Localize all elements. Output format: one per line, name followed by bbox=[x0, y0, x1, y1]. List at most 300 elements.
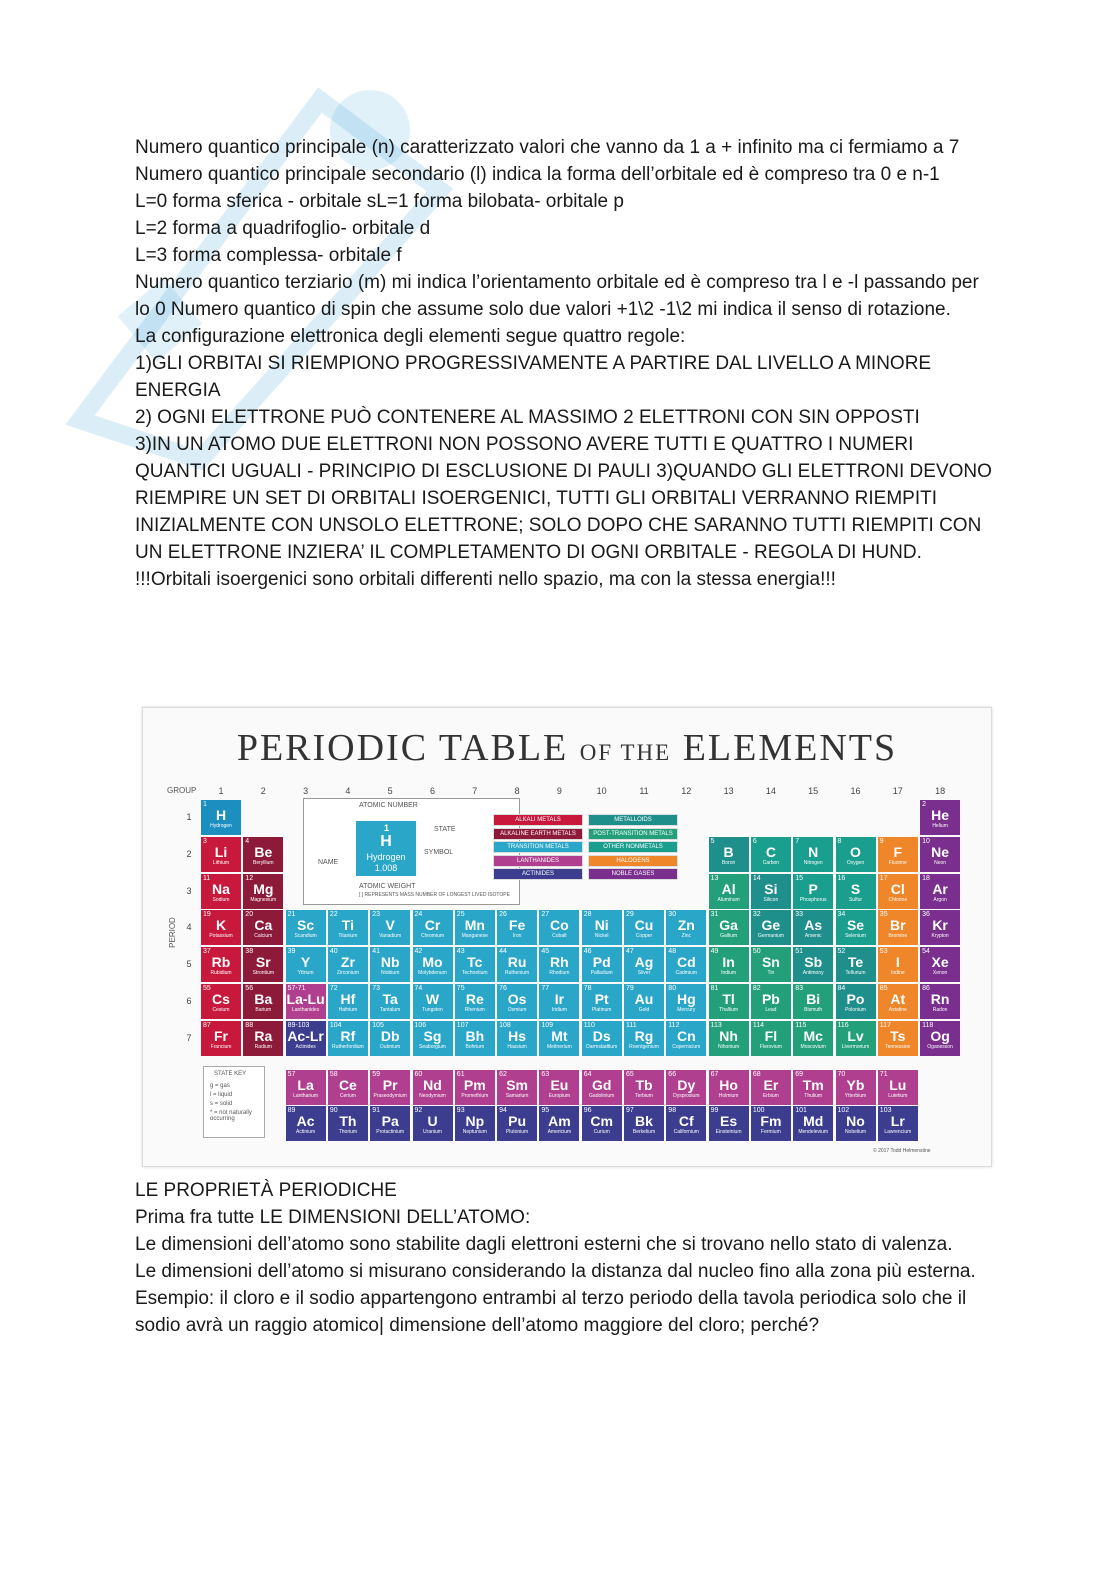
element-number: 52 bbox=[837, 948, 846, 956]
category-swatch: LANTHANIDES bbox=[493, 855, 583, 867]
element-name: Einsteinium bbox=[715, 1129, 742, 1136]
element-symbol: Co bbox=[550, 917, 569, 934]
element-name: Boron bbox=[721, 859, 736, 866]
element-number: 39 bbox=[287, 948, 296, 956]
periodic-table-image bbox=[142, 707, 992, 1167]
element-symbol: Dy bbox=[677, 1076, 696, 1093]
element-name: Nickel bbox=[594, 933, 609, 940]
title-part: PERIODIC TABLE bbox=[236, 727, 569, 769]
element-name: Arsenic bbox=[804, 933, 822, 940]
element-number: 57-71 bbox=[287, 985, 306, 992]
element-cell bbox=[582, 984, 622, 1019]
element-number: 6 bbox=[752, 837, 757, 845]
element-number: 95 bbox=[541, 1107, 550, 1115]
element-number: 35 bbox=[879, 911, 888, 919]
category-swatch: HALOGENS bbox=[588, 855, 678, 867]
element-number: 55 bbox=[203, 985, 211, 992]
element-number: 57 bbox=[287, 1070, 296, 1078]
element-number: 14 bbox=[752, 874, 761, 882]
element-cell bbox=[920, 910, 960, 945]
state-key-title: STATE KEY bbox=[214, 1071, 247, 1077]
element-name: Aluminum bbox=[717, 896, 740, 903]
element-name: Oganesson bbox=[927, 1043, 953, 1050]
element-symbol: Md bbox=[803, 1113, 824, 1130]
element-name: Uranium bbox=[423, 1129, 442, 1136]
element-name: Meitnerium bbox=[547, 1043, 572, 1050]
element-name: Chromium bbox=[420, 933, 445, 940]
element-name: Copernicium bbox=[672, 1043, 701, 1050]
element-cell bbox=[709, 874, 749, 909]
element-number: 98 bbox=[668, 1107, 677, 1115]
element-cell bbox=[920, 984, 960, 1019]
element-name: Technetium bbox=[462, 970, 488, 977]
element-symbol: Tm bbox=[802, 1076, 824, 1093]
element-number: 29 bbox=[626, 911, 634, 919]
element-symbol: Fe bbox=[508, 917, 526, 934]
element-name: Molybdenum bbox=[418, 970, 447, 977]
element-number: 13 bbox=[710, 874, 719, 882]
element-cell bbox=[539, 1070, 579, 1105]
element-cell bbox=[793, 910, 833, 945]
element-cell bbox=[878, 874, 918, 909]
element-number: 8 bbox=[837, 837, 842, 845]
element-cell bbox=[836, 837, 876, 872]
paragraph: L=2 forma a quadrifoglio- orbitale d bbox=[135, 218, 431, 239]
element-number: 16 bbox=[837, 874, 846, 882]
element-symbol: Sr bbox=[255, 954, 271, 971]
element-cell bbox=[413, 947, 453, 982]
element-number: 109 bbox=[541, 1021, 554, 1029]
group-number: 14 bbox=[765, 786, 776, 796]
period-number: 4 bbox=[186, 922, 192, 933]
periodic-table-title bbox=[143, 726, 991, 770]
element-name: Livermorium bbox=[841, 1043, 870, 1050]
element-symbol: N bbox=[808, 843, 819, 860]
element-number: 5 bbox=[710, 837, 715, 845]
top-text-block bbox=[135, 134, 995, 593]
element-cell bbox=[836, 1106, 876, 1141]
element-number: 107 bbox=[456, 1021, 469, 1029]
element-number: 74 bbox=[414, 985, 423, 992]
copyright: © 2017 Todd Helmenstine bbox=[873, 1148, 931, 1154]
element-name: Rutherfordium bbox=[332, 1043, 364, 1050]
element-name: Indium bbox=[721, 970, 737, 977]
element-symbol: Mo bbox=[422, 954, 443, 971]
element-name: Gallium bbox=[720, 933, 738, 940]
element-cell bbox=[497, 1106, 537, 1141]
element-cell bbox=[455, 910, 495, 945]
element-name: Actinium bbox=[296, 1129, 316, 1136]
element-name: Helium bbox=[932, 823, 948, 829]
element-symbol: O bbox=[850, 843, 861, 860]
element-number: 76 bbox=[499, 985, 507, 992]
paragraph: Numero quantico principale (n) caratterizzato valori che vanno da 1 a + infinito ma ci fermiamo a 7 Numero quantico principale secondario (l) indica la forma dell’orbitale ed è compreso tra 0 e n-1 bbox=[135, 137, 960, 185]
element-number: 110 bbox=[583, 1021, 595, 1029]
element-symbol: Cr bbox=[424, 917, 441, 934]
group-number: 6 bbox=[429, 786, 435, 796]
element-name: Tin bbox=[767, 970, 775, 977]
element-name: Mendelevium bbox=[798, 1129, 829, 1136]
element-name: Thulium bbox=[804, 1092, 823, 1099]
element-cell bbox=[836, 984, 876, 1019]
period-number: 1 bbox=[186, 812, 192, 822]
element-name: Bromine bbox=[888, 933, 908, 940]
element-name: Actinides bbox=[295, 1043, 316, 1050]
group-number: 8 bbox=[514, 786, 520, 796]
element-cell bbox=[286, 910, 326, 945]
period-number: 3 bbox=[186, 885, 192, 896]
element-number: 64 bbox=[583, 1070, 592, 1078]
element-name: Tellurium bbox=[845, 970, 866, 977]
element-cell bbox=[793, 1021, 833, 1056]
element-number: 111 bbox=[626, 1021, 637, 1029]
element-number: 4 bbox=[245, 837, 250, 845]
paragraph: L=3 forma complessa- orbitale f bbox=[135, 245, 402, 266]
element-name: Manganese bbox=[461, 933, 488, 940]
element-symbol: Be bbox=[254, 843, 273, 860]
element-number: 11 bbox=[203, 874, 211, 882]
element-name: Nitrogen bbox=[803, 859, 823, 866]
group-label: GROUP bbox=[167, 786, 197, 795]
element-name: Germanium bbox=[757, 933, 784, 940]
element-number: 118 bbox=[922, 1021, 934, 1029]
element-number: 83 bbox=[795, 985, 803, 992]
category-swatch: ALKALINE EARTH METALS bbox=[493, 828, 583, 840]
element-cell bbox=[836, 947, 876, 982]
element-name: Platinum bbox=[591, 1007, 612, 1013]
element-symbol: Se bbox=[846, 917, 865, 934]
element-symbol: Hg bbox=[676, 991, 696, 1007]
element-symbol: At bbox=[890, 991, 906, 1007]
element-number: 116 bbox=[837, 1021, 849, 1029]
element-cell bbox=[328, 1070, 368, 1105]
element-number: 102 bbox=[837, 1107, 850, 1115]
key-label: ATOMIC NUMBER bbox=[359, 802, 418, 809]
element-cell bbox=[243, 1021, 283, 1056]
element-symbol: Zn bbox=[677, 917, 695, 934]
element-number: 18 bbox=[922, 874, 930, 882]
element-symbol: Fr bbox=[214, 1027, 228, 1044]
element-cell bbox=[624, 1106, 664, 1141]
category-swatch: TRANSITION METALS bbox=[493, 841, 583, 853]
element-name: Americium bbox=[547, 1129, 572, 1136]
element-name: Hafnium bbox=[338, 1007, 358, 1013]
element-number: 17 bbox=[879, 874, 888, 882]
element-number: 86 bbox=[922, 985, 930, 992]
key-sample-name: Hydrogen bbox=[366, 852, 406, 862]
element-cell bbox=[370, 910, 410, 945]
element-symbol: Nb bbox=[380, 954, 400, 971]
element-number: 10 bbox=[922, 837, 930, 845]
element-symbol: C bbox=[765, 843, 776, 860]
element-number: 104 bbox=[329, 1021, 342, 1029]
element-cell bbox=[539, 1106, 579, 1141]
element-symbol: Ar bbox=[932, 880, 948, 897]
element-cell bbox=[497, 910, 537, 945]
element-symbol: Rh bbox=[550, 954, 569, 971]
element-number: 68 bbox=[752, 1070, 761, 1078]
element-symbol: W bbox=[425, 991, 440, 1007]
element-symbol: He bbox=[931, 807, 950, 823]
element-symbol: Er bbox=[763, 1076, 779, 1093]
element-number: 82 bbox=[752, 985, 761, 992]
element-symbol: K bbox=[215, 917, 227, 934]
element-cell bbox=[709, 984, 749, 1019]
element-cell bbox=[709, 1021, 749, 1056]
element-cell bbox=[751, 1070, 791, 1105]
element-name: Silicon bbox=[763, 896, 779, 903]
category-swatch: METALLOIDS bbox=[588, 814, 678, 826]
element-symbol: Cu bbox=[634, 917, 654, 934]
element-name: Lutetium bbox=[888, 1092, 908, 1099]
element-cell bbox=[328, 1106, 368, 1141]
element-name: Promethium bbox=[461, 1092, 489, 1099]
element-symbol: Cn bbox=[676, 1027, 696, 1044]
element-name: Argon bbox=[933, 896, 947, 903]
paragraph: L=0 forma sferica - orbitale sL=1 forma bilobata- orbitale p bbox=[135, 191, 624, 212]
element-cell bbox=[878, 947, 918, 982]
category-swatch: ALKALI METALS bbox=[493, 814, 583, 826]
element-symbol: Eu bbox=[550, 1076, 569, 1093]
element-symbol: Sm bbox=[506, 1076, 528, 1093]
element-cell bbox=[751, 984, 791, 1019]
element-cell bbox=[751, 1021, 791, 1056]
group-number: 5 bbox=[387, 786, 393, 796]
element-symbol: Hs bbox=[508, 1027, 527, 1044]
element-name: Tungsten bbox=[422, 1007, 443, 1013]
element-name: Scandium bbox=[294, 933, 317, 940]
group-number: 3 bbox=[303, 786, 309, 796]
element-name: Zirconium bbox=[336, 970, 359, 977]
element-cell bbox=[370, 984, 410, 1019]
element-symbol: Gd bbox=[591, 1076, 612, 1093]
element-name: Zinc bbox=[681, 933, 692, 940]
element-cell bbox=[836, 1021, 876, 1056]
element-number: 22 bbox=[329, 911, 338, 919]
element-number: 89-103 bbox=[287, 1021, 310, 1029]
element-cell bbox=[455, 1021, 495, 1056]
paragraph: 2) OGNI ELETTRONE PUÒ CONTENERE AL MASSIMO 2 ELETTRONI CON SIN OPPOSTI bbox=[135, 407, 920, 428]
element-cell bbox=[286, 1106, 326, 1141]
element-symbol: Hf bbox=[340, 991, 356, 1007]
element-symbol: Ti bbox=[341, 917, 354, 934]
element-name: Radon bbox=[932, 1007, 948, 1013]
atomic-key bbox=[303, 798, 520, 905]
element-cell bbox=[370, 1070, 410, 1105]
element-name: Palladium bbox=[590, 970, 613, 977]
element-symbol: Li bbox=[214, 843, 228, 860]
element-cell bbox=[793, 947, 833, 982]
element-name: Lead bbox=[765, 1007, 777, 1013]
element-symbol: Pu bbox=[508, 1113, 527, 1130]
element-cell bbox=[751, 910, 791, 945]
period-label: PERIOD bbox=[167, 917, 177, 948]
element-number: 101 bbox=[795, 1107, 807, 1115]
element-cell bbox=[666, 910, 706, 945]
element-name: Plutonium bbox=[505, 1129, 529, 1136]
element-symbol: Tb bbox=[635, 1076, 653, 1093]
element-cell bbox=[709, 1106, 749, 1141]
element-name: Gold bbox=[638, 1007, 650, 1013]
element-name: Calcium bbox=[254, 933, 273, 940]
element-name: Ytterbium bbox=[844, 1092, 867, 1099]
element-symbol: Es bbox=[720, 1113, 738, 1130]
element-cell bbox=[666, 1106, 706, 1141]
group-number: 2 bbox=[260, 786, 266, 796]
element-name: Erbium bbox=[762, 1092, 779, 1099]
element-symbol: Bk bbox=[635, 1113, 653, 1130]
element-symbol: Ac bbox=[296, 1113, 315, 1130]
element-cell bbox=[201, 947, 241, 982]
key-label: STATE bbox=[434, 826, 456, 833]
element-symbol: Lu bbox=[889, 1076, 907, 1093]
element-number: 32 bbox=[752, 911, 761, 919]
element-name: Iodine bbox=[890, 970, 905, 977]
element-symbol: Ru bbox=[507, 954, 527, 971]
element-symbol: Te bbox=[847, 954, 864, 971]
element-name: Krypton bbox=[931, 933, 949, 940]
element-symbol: Xe bbox=[931, 954, 949, 971]
element-symbol: Br bbox=[890, 917, 906, 934]
element-number: 87 bbox=[203, 1021, 211, 1029]
element-name: Protactinium bbox=[376, 1129, 405, 1136]
element-name: Cadmium bbox=[675, 970, 697, 977]
element-number: 41 bbox=[372, 948, 380, 956]
key-label: ATOMIC WEIGHT bbox=[359, 883, 416, 890]
element-cell bbox=[455, 984, 495, 1019]
element-number: 89 bbox=[287, 1107, 296, 1115]
element-cell bbox=[666, 1021, 706, 1056]
element-cell bbox=[582, 910, 622, 945]
element-number: 2 bbox=[922, 801, 926, 808]
element-number: 67 bbox=[710, 1070, 719, 1078]
element-cell bbox=[920, 947, 960, 982]
element-symbol: Mn bbox=[464, 917, 485, 934]
element-number: 65 bbox=[626, 1070, 634, 1078]
element-name: Terbium bbox=[635, 1092, 653, 1099]
element-cell bbox=[751, 1106, 791, 1141]
element-symbol: Au bbox=[634, 991, 654, 1007]
element-name: Yttrium bbox=[297, 970, 314, 977]
element-symbol: Yb bbox=[846, 1076, 865, 1093]
element-number: 12 bbox=[245, 874, 254, 882]
bottom-text-block bbox=[135, 1177, 995, 1339]
group-number: 18 bbox=[935, 786, 946, 796]
element-number: 49 bbox=[710, 948, 719, 956]
element-cell bbox=[201, 874, 241, 909]
element-number: 53 bbox=[879, 948, 888, 956]
element-symbol: S bbox=[850, 880, 861, 897]
element-cell bbox=[201, 1021, 241, 1056]
element-name: Fermium bbox=[761, 1129, 781, 1136]
element-name: Nihonium bbox=[718, 1043, 740, 1050]
element-number: 80 bbox=[668, 985, 677, 992]
element-number: 36 bbox=[922, 911, 930, 919]
element-symbol: Bh bbox=[465, 1027, 485, 1044]
element-symbol: Lr bbox=[890, 1113, 905, 1130]
element-number: 40 bbox=[329, 948, 338, 956]
element-number: 84 bbox=[837, 985, 846, 992]
element-cell bbox=[328, 910, 368, 945]
element-symbol: La-Lu bbox=[286, 991, 325, 1007]
element-cell bbox=[793, 984, 833, 1019]
element-number: 60 bbox=[414, 1070, 423, 1078]
element-cell bbox=[243, 984, 283, 1019]
element-symbol: Ga bbox=[719, 917, 738, 934]
element-cell bbox=[836, 910, 876, 945]
element-cell bbox=[709, 837, 749, 872]
element-name: Hydrogen bbox=[210, 823, 232, 829]
element-number: 58 bbox=[329, 1070, 338, 1078]
element-number: 20 bbox=[245, 911, 254, 919]
element-number: 26 bbox=[499, 911, 507, 919]
element-number: 19 bbox=[203, 911, 211, 919]
category-swatch: NOBLE GASES bbox=[588, 868, 678, 880]
element-name: Antimony bbox=[802, 970, 824, 977]
element-number: 62 bbox=[499, 1070, 507, 1078]
element-cell bbox=[878, 910, 918, 945]
paragraph: Prima fra tutte LE DIMENSIONI DELL’ATOMO: bbox=[135, 1207, 531, 1228]
element-number: 93 bbox=[456, 1107, 465, 1115]
element-number: 117 bbox=[879, 1021, 891, 1029]
element-cell bbox=[243, 874, 283, 909]
element-name: Ruthenium bbox=[505, 970, 530, 977]
element-cell bbox=[413, 1021, 453, 1056]
element-number: 100 bbox=[752, 1107, 765, 1115]
element-symbol: Ds bbox=[592, 1027, 611, 1044]
element-number: 99 bbox=[710, 1107, 719, 1115]
element-cell bbox=[751, 837, 791, 872]
element-symbol: Cf bbox=[678, 1113, 694, 1130]
element-symbol: Mt bbox=[551, 1027, 568, 1044]
element-number: 34 bbox=[837, 911, 846, 919]
element-number: 48 bbox=[668, 948, 677, 956]
element-cell bbox=[582, 1070, 622, 1105]
element-name: Beryllium bbox=[253, 859, 274, 866]
element-symbol: Pd bbox=[592, 954, 611, 971]
group-number: 7 bbox=[472, 786, 478, 796]
title-part: OF THE bbox=[579, 740, 672, 765]
element-cell bbox=[624, 947, 664, 982]
element-symbol: Si bbox=[764, 880, 778, 897]
element-symbol: V bbox=[385, 917, 395, 934]
element-symbol: Ne bbox=[931, 843, 950, 860]
element-symbol: Cm bbox=[590, 1113, 613, 1130]
element-symbol: Bi bbox=[806, 991, 821, 1007]
group-number: 12 bbox=[681, 786, 692, 796]
element-cell bbox=[666, 947, 706, 982]
element-name: Phosphorus bbox=[799, 896, 827, 903]
element-symbol: Ra bbox=[254, 1027, 273, 1044]
element-cell bbox=[497, 1021, 537, 1056]
element-number: 72 bbox=[329, 985, 338, 992]
element-name: Cerium bbox=[339, 1092, 356, 1099]
element-symbol: Y bbox=[300, 954, 311, 971]
element-cell bbox=[793, 837, 833, 872]
element-number: 71 bbox=[879, 1070, 888, 1078]
element-name: Roentgenium bbox=[629, 1043, 659, 1050]
element-number: 106 bbox=[414, 1021, 427, 1029]
element-name: Bohrium bbox=[465, 1043, 485, 1050]
element-name: Titanium bbox=[338, 933, 358, 940]
element-cell bbox=[201, 800, 241, 835]
key-sample-symbol: H bbox=[380, 833, 392, 850]
element-name: Lanthanides bbox=[291, 1007, 320, 1013]
element-name: Vanadium bbox=[379, 933, 402, 940]
element-name: Thallium bbox=[719, 1007, 739, 1013]
element-symbol: I bbox=[895, 954, 900, 971]
element-number: 38 bbox=[245, 948, 254, 956]
